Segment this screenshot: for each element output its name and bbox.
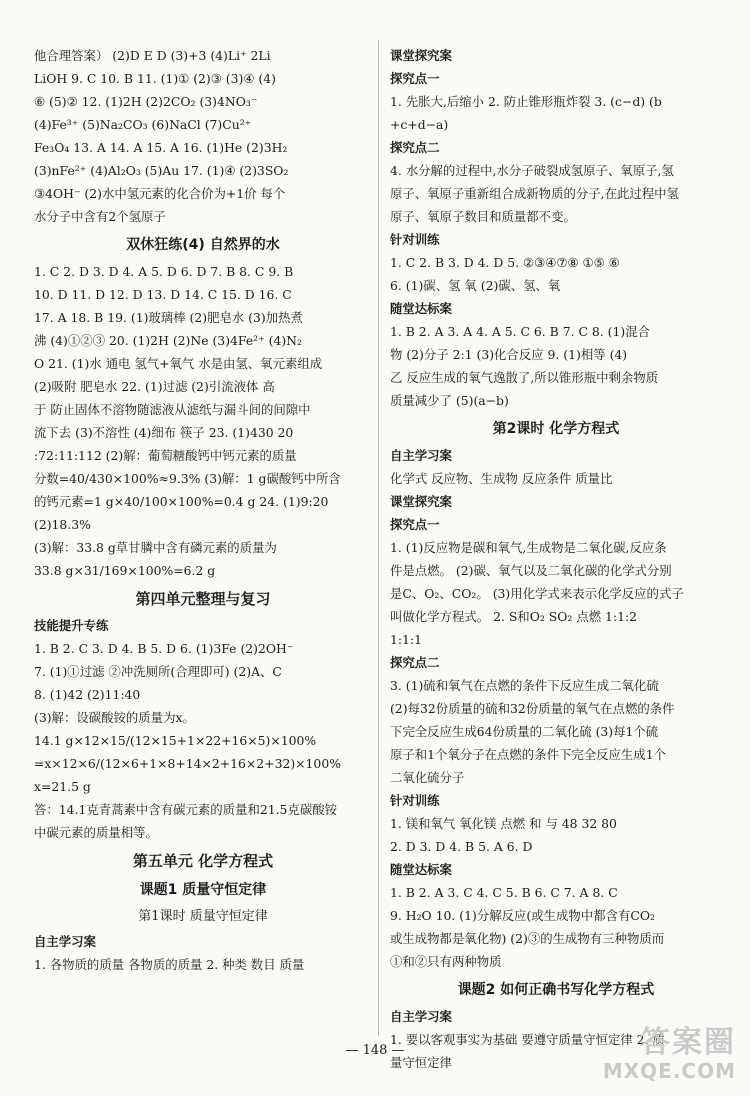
answer-line: 14.1 g×12×15/(12×15+1×22+16×5)×100%: [34, 733, 317, 748]
section-heading: 课堂探究案: [390, 494, 452, 509]
answer-line: 1. B 2. A 3. C 4. C 5. B 6. C 7. A 8. C: [390, 885, 618, 900]
section-heading: 探究点一: [390, 517, 440, 532]
section-heading: 探究点一: [390, 71, 440, 86]
answer-line: ⑥ (5)② 12. (1)2H (2)2CO₂ (3)4NO₃⁻: [34, 94, 258, 109]
answer-line: 答：14.1克青蒿素中含有碳元素的质量和21.5克碳酸铵: [34, 802, 337, 817]
answer-line: 3. (1)硫和氧气在点燃的条件下反应生成二氧化硫: [390, 678, 659, 693]
unit-title: 第五单元 化学方程式: [132, 852, 274, 870]
answer-line: (3)解：设碳酸铵的质量为x。: [34, 710, 195, 725]
watermark-logo-text: 答案圈: [640, 1025, 736, 1060]
answer-line: 1. C 2. B 3. D 4. D 5. ②③④⑦⑧ ①⑤ ⑥: [390, 255, 620, 270]
answer-line: 7. (1)①过滤 ②冲洗厕所(合理即可) (2)A、C: [34, 664, 282, 679]
section-heading: 技能提升专练: [34, 618, 109, 633]
section-heading: 探究点二: [390, 140, 440, 155]
answer-line: :72:11:112 (2)解：葡萄糖酸钙中钙元素的质量: [34, 448, 297, 463]
answer-line: Fe₃O₄ 13. A 14. A 15. A 16. (1)He (2)3H₂: [34, 140, 288, 155]
section-heading: 探究点二: [390, 655, 440, 670]
answer-line: 化学式 反应物、生成物 反应条件 质量比: [390, 471, 613, 486]
answer-line: 1. 先胀大,后缩小 2. 防止锥形瓶炸裂 3. (c−d) (b: [390, 94, 662, 109]
column-divider: [378, 40, 379, 1036]
answer-line: (3)解：33.8 g草甘膦中含有磷元素的质量为: [34, 540, 277, 555]
answer-line: 6. (1)碳、氢 氧 (2)碳、氢、氧: [390, 278, 561, 293]
left-column: [34, 44, 372, 976]
answer-line: 他合理答案） (2)D E D (3)+3 (4)Li⁺ 2Li: [34, 48, 271, 63]
answer-line: 下完全反应生成64份质量的二氧化硫 (3)每1个硫: [390, 724, 659, 739]
answer-line: 1. B 2. C 3. D 4. B 5. D 6. (1)3Fe (2)2OH⁻: [34, 641, 294, 656]
answer-line: 量守恒定律: [390, 1055, 452, 1070]
lesson-title: 第1课时 质量守恒定律: [138, 909, 268, 924]
answer-line: ①和②只有两种物质: [390, 954, 502, 969]
answer-line: 4. 水分解的过程中,水分子破裂成氢原子、氧原子,氢: [390, 163, 674, 178]
section-heading: 自主学习案: [390, 1009, 452, 1024]
right-column: [390, 44, 722, 1074]
answer-line: (3)nFe²⁺ (4)Al₂O₃ (5)Au 17. (1)④ (2)3SO₂: [34, 163, 289, 178]
answer-line: O 21. (1)水 通电 氢气+氧气 水是由氢、氧元素组成: [34, 356, 323, 371]
section-title: 课题2 如何正确书写化学方程式: [457, 982, 655, 998]
watermark: [603, 1026, 736, 1082]
section-heading: 随堂达标案: [390, 301, 452, 316]
answer-line: 1:1:1: [390, 632, 422, 647]
watermark-url: MXQE.COM: [602, 1059, 736, 1083]
section-heading: 课堂探究案: [390, 48, 452, 63]
section-title: 双休狂练(4) 自然界的水: [126, 237, 280, 253]
answer-line: 33.8 g×31/169×100%=6.2 g: [34, 563, 216, 578]
section-heading: 自主学习案: [34, 934, 96, 949]
answer-line: 叫做化学方程式。 2. S和O₂ SO₂ 点燃 1:1:2: [390, 609, 638, 624]
answer-line: 件是点燃。 (2)碳、氧气以及二氧化碳的化学式分别: [390, 563, 672, 578]
section-heading: 针对训练: [390, 232, 440, 247]
answer-line: 流下去 (3)不溶性 (4)细布 筷子 23. (1)430 20: [34, 425, 294, 440]
answer-line: 于 防止固体不溶物随滤液从滤纸与漏斗间的间隙中: [34, 402, 311, 417]
answer-line: 原子、氧原子重新组合成新物质的分子,在此过程中氢: [390, 186, 679, 201]
answer-line: 分数=40/430×100%≈9.3% (3)解：1 g碳酸钙中所含: [34, 471, 341, 486]
answer-line: 1. C 2. D 3. D 4. A 5. D 6. D 7. B 8. C 9. B: [34, 264, 294, 279]
answer-line: (2)吸附 肥皂水 22. (1)过滤 (2)引流液体 高: [34, 379, 275, 394]
answer-line: x=21.5 g: [34, 779, 91, 794]
answer-line: 物 (2)分子 2:1 (3)化合反应 9. (1)相等 (4): [390, 347, 628, 362]
section-heading: 随堂达标案: [390, 862, 452, 877]
answer-line: 是C、O₂、CO₂。 (3)用化学式来表示化学反应的式子: [390, 586, 684, 601]
section-heading: 自主学习案: [390, 448, 452, 463]
answer-line: 1. 要以客观事实为基础 要遵守质量守恒定律 2. 质: [390, 1032, 665, 1047]
answer-line: 原子、氧原子数目和质量都不变。: [390, 209, 576, 224]
answer-line: (4)Fe³⁺ (5)Na₂CO₃ (6)NaCl (7)Cu²⁺: [34, 117, 252, 132]
answer-line: (2)18.3%: [34, 517, 91, 532]
answer-line: 或生成物都是氧化物) (2)③的生成物有三种物质而: [390, 931, 665, 946]
answer-line: LiOH 9. C 10. B 11. (1)① (2)③ (3)④ (4): [34, 71, 276, 86]
section-title: 课题1 质量守恒定律: [139, 882, 267, 898]
answer-line: 1. B 2. A 3. A 4. A 5. C 6. B 7. C 8. (1)混合: [390, 324, 651, 339]
answer-line: 的钙元素=1 g×40/100×100%=0.4 g 24. (1)9:20: [34, 494, 329, 509]
answer-line: 8. (1)42 (2)11:40: [34, 687, 141, 702]
answer-line: 1. (1)反应物是碳和氧气,生成物是二氧化碳,反应条: [390, 540, 667, 555]
answer-line: =x×12×6/(12×6+1×8+14×2+16×2+32)×100%: [34, 756, 341, 771]
answer-line: 中碳元素的质量相等。: [34, 825, 158, 840]
answer-line: 1. 镁和氧气 氧化镁 点燃 和 与 48 32 80: [390, 816, 617, 831]
section-title: 第2课时 化学方程式: [492, 421, 620, 437]
answer-line: 1. 各物质的质量 各物质的质量 2. 种类 数目 质量: [34, 957, 305, 972]
answer-line: 17. A 18. B 19. (1)玻璃棒 (2)肥皂水 (3)加热煮: [34, 310, 303, 325]
answer-line: 2. D 3. D 4. B 5. A 6. D: [390, 839, 533, 854]
answer-line: 10. D 11. D 12. D 13. D 14. C 15. D 16. C: [34, 287, 292, 302]
answer-line: 质量减少了 (5)(a−b): [390, 393, 509, 408]
page-number: — 148 —: [345, 1043, 405, 1058]
section-heading: 针对训练: [390, 793, 440, 808]
answer-line: 乙 反应生成的氧气逸散了,所以锥形瓶中剩余物质: [390, 370, 659, 385]
answer-line: 二氧化硫分子: [390, 770, 465, 785]
unit-title: 第四单元整理与复习: [135, 590, 271, 608]
answer-line: ③4OH⁻ (2)水中氢元素的化合价为+1价 每个: [34, 186, 286, 201]
answer-line: +c+d−a): [390, 117, 449, 132]
answer-line: 原子和1个氧分子在点燃的条件下完全反应生成1个: [390, 747, 666, 762]
answer-line: 沸 (4)①②③ 20. (1)2H (2)Ne (3)4Fe²⁺ (4)N₂: [34, 333, 302, 348]
answer-line: 9. H₂O 10. (1)分解反应(或生成物中都含有CO₂: [390, 908, 655, 923]
answer-line: 水分子中含有2个氢原子: [34, 209, 166, 224]
answer-line: (2)每32份质量的硫和32份质量的氧气在点燃的条件: [390, 701, 675, 716]
